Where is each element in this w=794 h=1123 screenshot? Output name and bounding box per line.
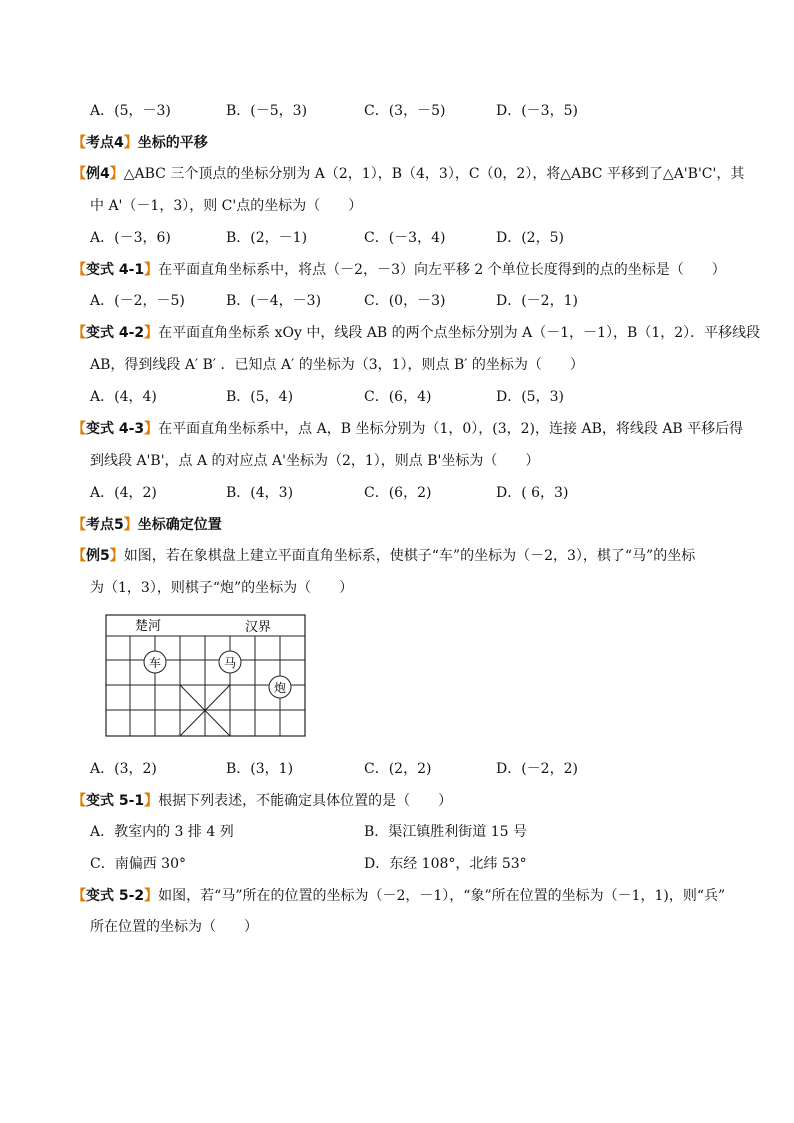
option-d: D．(－2，1) (496, 293, 578, 309)
example-4-text-2: 中 A'（－1，3），则 C'点的坐标为（ ） (90, 198, 363, 214)
variant-5-2-text-2: 所在位置的坐标为（ ） (90, 919, 258, 935)
example-4-tag: 例4 (86, 166, 110, 182)
example-5-line1: 【例5】如图，若在象棋盘上建立平面直角坐标系，使棋子“车”的坐标为（－2，3），棋了“马”的坐标 (72, 548, 696, 564)
section-5-label: 考点5 (86, 517, 124, 533)
variant-4-3-tag: 变式 4-3 (86, 421, 145, 437)
option-d: D．东经 108°，北纬 53° (364, 856, 527, 872)
option-a: A．(－2，－5) (90, 293, 185, 309)
option-a: A．(5，－3) (90, 103, 171, 119)
example-5-text-1: 如图，若在象棋盘上建立平面直角坐标系，使棋子“车”的坐标为（－2，3），棋了“马”的坐标 (123, 548, 696, 564)
option-c: C．(－3，4) (364, 230, 446, 246)
piece-che (144, 651, 166, 673)
variant-5-1-tag: 变式 5-1 (86, 793, 145, 809)
variant-4-2-text-2: AB，得到线段 A′ B′ ．已知点 A′ 的坐标为（3，1），则点 B′ 的坐标为（ ） (90, 357, 584, 373)
option-b: B．(5，4) (226, 389, 294, 405)
option-b: B．(4，3) (226, 485, 294, 501)
option-c: C．(0，－3) (364, 293, 446, 309)
variant-4-2-tag: 变式 4-2 (86, 325, 145, 341)
option-b: B．(2，－1) (226, 230, 308, 246)
variant-4-1-line1: 【变式 4-1】在平面直角坐标系中，将点（－2，－3）向左平移 2 个单位长度得到的点的坐标是（ ） (72, 262, 726, 278)
variant-4-2-text-1: 在平面直角坐标系 xOy 中，线段 AB 的两个点坐标分别为 A（－1，－1），B（1，2）．平移线段 (158, 325, 761, 341)
variant-4-3-text-2: 到线段 A'B'，点 A 的对应点 A'坐标为（2，1），则点 B'坐标为（ ） (90, 453, 540, 469)
option-c: C．(6，2) (364, 485, 432, 501)
variant-4-1-text-1: 在平面直角坐标系中，将点（－2，－3）向左平移 2 个单位长度得到的点的坐标是（ ） (158, 262, 726, 278)
option-b: B．渠江镇胜利街道 15 号 (364, 824, 528, 840)
section-4-title: 坐标的平移 (137, 135, 208, 151)
variant-4-3-text-1: 在平面直角坐标系中，点 A，B 坐标分别为（1，0），(3，2)，连接 AB，将线段 AB 平移后得 (158, 421, 744, 437)
example-5-tag: 例5 (86, 548, 110, 564)
option-b: B．(3，1) (226, 761, 294, 777)
variant-5-1-line1: 【变式 5-1】根据下列表述，不能确定具体位置的是（ ） (72, 793, 453, 809)
option-d: D．(2，5) (496, 230, 564, 246)
option-c: C．(3，－5) (364, 103, 446, 119)
option-d: D．(－2，2) (496, 761, 578, 777)
option-a: A．(4，2) (90, 485, 157, 501)
piece-pao-label: 炮 (273, 681, 287, 695)
piece-ma-label: 马 (223, 656, 237, 670)
river-left-label: 楚河 (135, 619, 162, 634)
variant-5-2-line1: 【变式 5-2】如图，若“马”所在的位置的坐标为（－2，－1），“象”所在位置的坐标为（－1，1)，则“兵” (72, 888, 726, 904)
piece-che-label: 车 (148, 656, 162, 670)
option-a: A．(－3，6) (90, 230, 171, 246)
option-d: D．(5，3) (496, 389, 564, 405)
example-4-text-1: △ABC 三个顶点的坐标分别为 A（2，1），B（4，3），C（0，2），将△ABC 平移到了△A'B'C'，其 (123, 166, 745, 182)
section-4-header: 【考点4】坐标的平移 (72, 135, 208, 151)
option-c: C．南偏西 30° (90, 856, 186, 872)
section-4-label: 考点4 (86, 135, 124, 151)
variant-4-2-line1: 【变式 4-2】在平面直角坐标系 xOy 中，线段 AB 的两个点坐标分别为 A（－1，－1），B（1，2）．平移线段 (72, 325, 761, 341)
option-a: A．教室内的 3 排 4 列 (90, 824, 234, 840)
option-d: D．(－3，5) (496, 103, 578, 119)
example-5-text-2: 为（1，3），则棋子“炮”的坐标为（ ） (90, 580, 354, 596)
variant-5-1-text-1: 根据下列表述，不能确定具体位置的是（ ） (158, 793, 453, 809)
variant-4-3-line1: 【变式 4-3】在平面直角坐标系中，点 A，B 坐标分别为（1，0），(3，2)，连接 AB，将线段 AB 平移后得 (72, 421, 744, 437)
variant-5-2-tag: 变式 5-2 (86, 888, 145, 904)
variant-5-2-text-1: 如图，若“马”所在的位置的坐标为（－2，－1），“象”所在位置的坐标为（－1，1)，则“兵” (158, 888, 726, 904)
piece-pao (269, 676, 291, 698)
section-5-header: 【考点5】坐标确定位置 (72, 517, 222, 533)
variant-4-1-tag: 变式 4-1 (86, 262, 145, 278)
river-right-label: 汉界 (245, 620, 272, 635)
option-d: D．( 6，3) (496, 485, 569, 501)
option-b: B．(－5，3) (226, 103, 308, 119)
example-4-line1: 【例4】△ABC 三个顶点的坐标分别为 A（2，1），B（4，3），C（0，2），将△ABC 平移到了△A'B'C'，其 (72, 166, 745, 182)
section-5-title: 坐标确定位置 (137, 517, 222, 533)
chess-board-figure (105, 614, 307, 738)
piece-ma (219, 651, 241, 673)
option-a: A．(4，4) (90, 389, 157, 405)
option-c: C．(2，2) (364, 761, 432, 777)
option-b: B．(－4，－3) (226, 293, 322, 309)
option-a: A．(3，2) (90, 761, 157, 777)
option-c: C．(6，4) (364, 389, 432, 405)
